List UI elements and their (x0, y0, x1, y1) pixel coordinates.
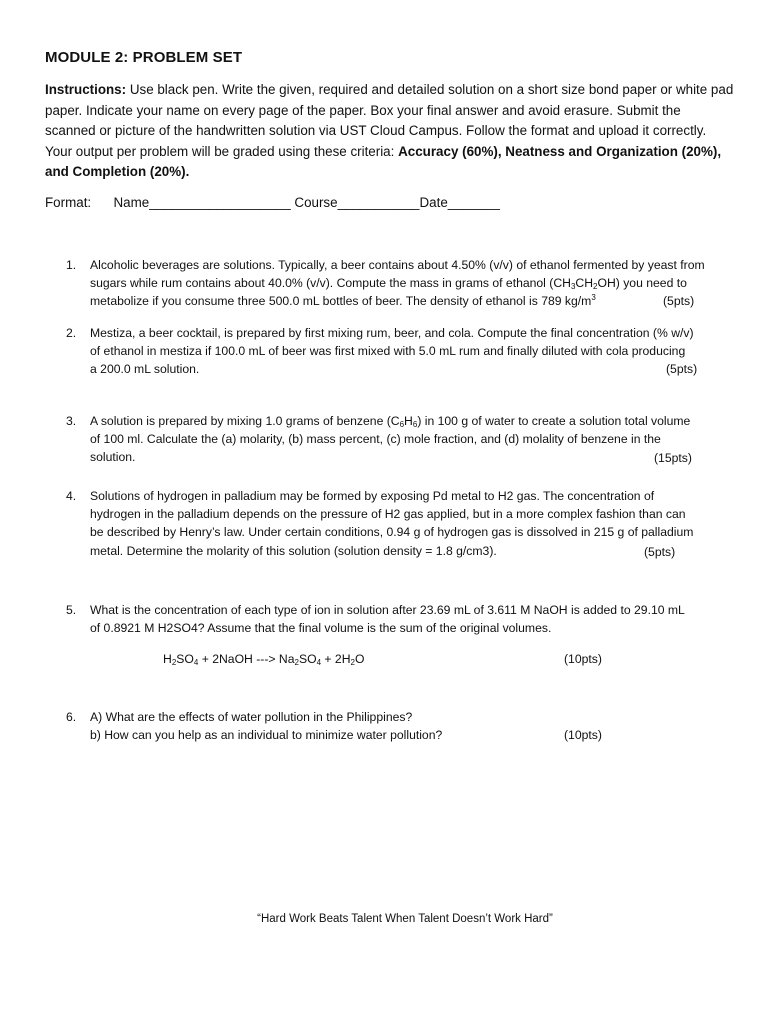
problem-6 (66, 708, 736, 744)
problem-2 (66, 324, 736, 379)
problem-text: be described by Henry’s law. Under certain conditions, 0.94 g of hydrogen gas is dissolved in 215 g of palladium (90, 525, 694, 540)
format-line (45, 195, 500, 210)
points-label: (5pts) (666, 362, 698, 376)
points-label: (5pts) (663, 294, 695, 308)
points-label: (10pts) (564, 652, 602, 666)
problem-text: What is the concentration of each type of ion in solution after 23.69 mL of 3.611 M NaOH is added to 29.10 mL (90, 603, 685, 617)
problem-number: 4. (66, 489, 77, 503)
points-label: (10pts) (564, 728, 602, 742)
points-label: (15pts) (654, 451, 692, 465)
page-title: MODULE 2: PROBLEM SET (45, 49, 243, 66)
problem-text: of 100 ml. Calculate the (a) molarity, (b) mass percent, (c) mole fraction, and (d) molality of benzene in the (90, 432, 661, 447)
motivational-quote: “Hard Work Beats Talent When Talent Doesn’t Work Hard” (257, 913, 553, 925)
points-label: (5pts) (644, 545, 676, 559)
problem-text: hydrogen in the palladium depends on the pressure of H2 gas applied, but in a more complex fashion than can (90, 507, 686, 522)
problem-3 (66, 412, 736, 467)
problem-text: of 0.8921 M H2SO4? Assume that the final volume is the sum of the original volumes. (90, 621, 552, 636)
problem-number: 2. (66, 326, 77, 340)
instructions-paragraph (45, 80, 735, 183)
grading-criteria: Accuracy (60%), Neatness and Organization (20%), and Completion (20%). (45, 143, 722, 180)
instructions-label: Instructions: (45, 82, 127, 97)
problem-text: Solutions of hydrogen in palladium may be formed by exposing Pd metal to H2 gas. The concentration of (90, 489, 655, 503)
problem-text: metal. Determine the molarity of this solution (solution density = 1.8 g/cm3). (90, 543, 497, 558)
problem-number: 1. (66, 258, 77, 272)
problem-number: 5. (66, 603, 77, 617)
format-label: Format: (45, 195, 92, 210)
problem-4 (66, 487, 736, 560)
problem-1 (66, 256, 736, 311)
problem-text: metabolize if you consume three 500.0 mL bottles of beer. The density of ethanol is 789 $kg/m^3$ (90, 293, 596, 309)
problem-text: Mestiza, a beer cocktail, is prepared by first mixing rum, beer, and cola. Compute the final concentration (% w/v) (90, 326, 694, 340)
format-fields: Name___________________ Course___________Date_______ (113, 195, 500, 210)
chemical-equation: $H_2SO_4$ + 2NaOH ---> $Na_2SO_4 + 2H_2O$ (163, 652, 365, 667)
problem-text: of ethanol in mestiza if 100.0 mL of beer was first mixed with 5.0 mL rum and finally diluted with cola producing (90, 344, 686, 359)
problem-text: b) How can you help as an individual to minimize water pollution? (90, 728, 443, 743)
problem-number: 6. (66, 710, 77, 724)
problem-text: A) What are the effects of water pollution in the Philippines? (90, 710, 413, 724)
problem-number: 3. (66, 414, 77, 428)
problem-text: Alcoholic beverages are solutions. Typically, a beer contains about 4.50% (v/v) of ethanol fermented by yeast from (90, 258, 705, 272)
problem-text: solution. (90, 450, 136, 465)
problem-text: sugars while rum contains about 40.0% (v/v). Compute the mass in grams of ethanol $(CH_3CH_2OH)$ you need to (90, 276, 687, 292)
problem-text: A solution is prepared by mixing 1.0 grams of benzene $(C_6H_6)$ in 100 g of water to create a solution total volume (90, 414, 691, 429)
problem-5 (66, 601, 736, 667)
problem-text: a 200.0 mL solution. (90, 362, 200, 377)
instructions-text: Use black pen. Write the given, required and detailed solution on a short size bond paper or white pad paper. Indicate your name on every page of the paper. Box your final answer and avoid erasure. Submit the scanned or picture of the handwritten solution via UST Cloud Campus. Follow the format and upload it correctly. Your output per problem will be graded using these criteria: (45, 82, 734, 159)
